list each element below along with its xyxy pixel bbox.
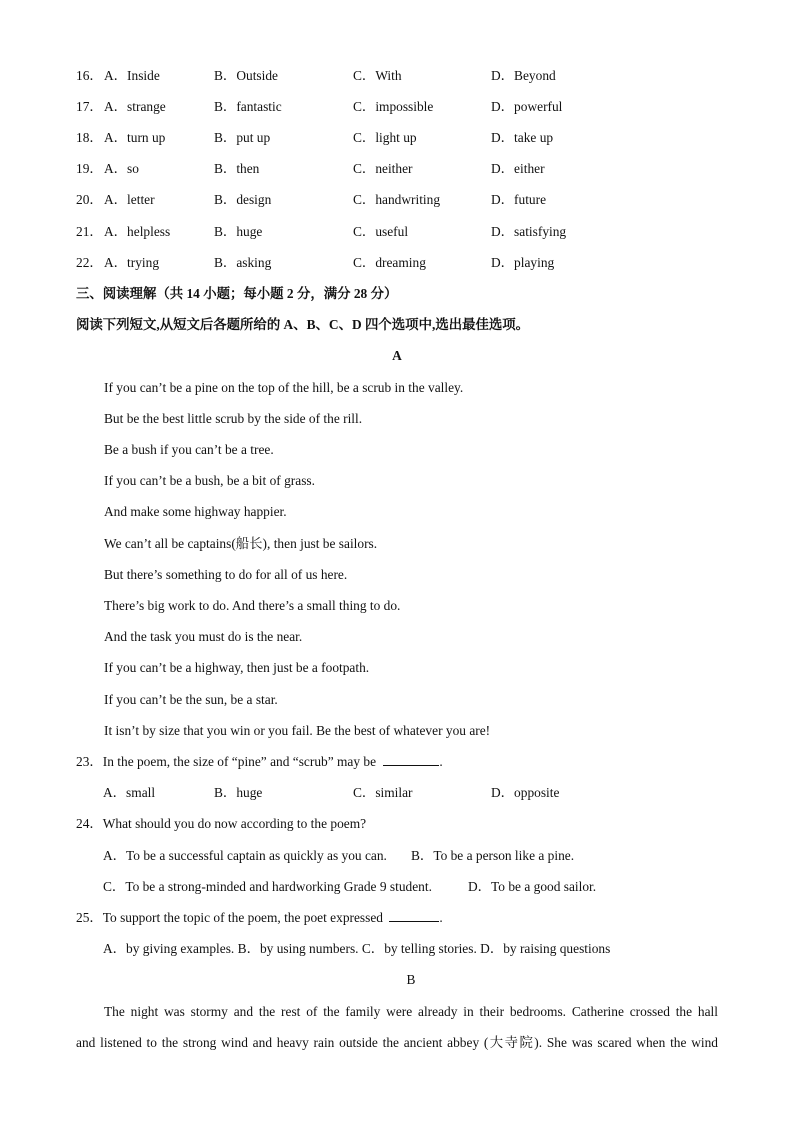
option-a: A．turn up — [104, 130, 166, 145]
question-number: 16． — [76, 68, 103, 83]
option-b: B．fantastic — [214, 99, 282, 114]
answer-blank — [383, 753, 439, 766]
option-b: B．huge — [214, 785, 263, 800]
question-stem: 25．To support the topic of the poem, the poet expressed — [76, 910, 383, 925]
option-a: A．Inside — [104, 68, 160, 83]
question-end: . — [439, 910, 443, 925]
question-number: 19． — [76, 161, 103, 176]
option-c: C．useful — [353, 224, 409, 239]
option-d: D．Beyond — [491, 68, 556, 83]
option-c: C．impossible — [353, 99, 434, 114]
option-b: B．Outside — [214, 68, 278, 83]
poem-line: But be the best little scrub by the side of the rill. — [104, 411, 363, 426]
passage-b-line: The night was stormy and the rest of the family were already in their bedrooms. Catherine crossed the hall — [104, 1004, 718, 1019]
option-b: B．then — [214, 161, 260, 176]
option-c: C．handwriting — [353, 192, 441, 207]
poem-line: And make some highway happier. — [104, 504, 287, 519]
option-d: D．To be a good sailor. — [468, 879, 597, 894]
poem-line: If you can’t be the sun, be a star. — [104, 692, 278, 707]
option-b: B．huge — [214, 224, 263, 239]
option-c: C．To be a strong-minded and hardworking Grade 9 student. — [103, 879, 432, 894]
option-d: D．opposite — [491, 785, 560, 800]
option-d: D．playing — [491, 255, 555, 270]
option-a: A．trying — [104, 255, 160, 270]
answer-blank — [389, 909, 439, 922]
option-a: A．small — [103, 785, 156, 800]
option-a: A．helpless — [104, 224, 171, 239]
passage-b-line: and listened to the strong wind and heavy rain outside the ancient abbey (大寺院). She was scared when the wind — [76, 1035, 718, 1050]
question-end: . — [439, 754, 443, 769]
option-c: C．With — [353, 68, 402, 83]
passage-b-label: B — [406, 972, 416, 987]
option-a: A．so — [104, 161, 139, 176]
poem-line: It isn’t by size that you win or you fail. Be the best of whatever you are! — [104, 723, 491, 738]
poem-line: If you can’t be a bush, be a bit of grass. — [104, 473, 315, 488]
question-23 — [76, 752, 443, 772]
poem-line: If you can’t be a highway, then just be a footpath. — [104, 660, 370, 675]
option-d: D．future — [491, 192, 547, 207]
option-b: B．put up — [214, 130, 271, 145]
option-d: D．powerful — [491, 99, 563, 114]
option-c: C．dreaming — [353, 255, 426, 270]
option-b: B．asking — [214, 255, 272, 270]
question-24: 24．What should you do now according to the poem? — [76, 816, 367, 831]
poem-line: But there’s something to do for all of us here. — [104, 567, 348, 582]
poem-line: Be a bush if you can’t be a tree. — [104, 442, 274, 457]
option-b: B．design — [214, 192, 272, 207]
poem-line: And the task you must do is the near. — [104, 629, 303, 644]
question-stem: 23．In the poem, the size of “pine” and “scrub” may be — [76, 754, 377, 769]
question-25 — [76, 908, 443, 928]
option-a: A．To be a successful captain as quickly as you can. — [103, 848, 387, 863]
question-number: 20． — [76, 192, 103, 207]
option-a: A．letter — [104, 192, 155, 207]
option-d: D．either — [491, 161, 545, 176]
poem-line: There’s big work to do. And there’s a small thing to do. — [104, 598, 401, 613]
passage-a-label: A — [392, 348, 402, 363]
poem-line: We can’t all be captains(船长), then just be sailors. — [104, 536, 378, 551]
question-number: 21． — [76, 224, 103, 239]
option-c: C．similar — [353, 785, 413, 800]
question-number: 17． — [76, 99, 103, 114]
option-d: D．satisfying — [491, 224, 567, 239]
option-a: A．strange — [104, 99, 166, 114]
poem-line: If you can’t be a pine on the top of the hill, be a scrub in the valley. — [104, 380, 464, 395]
section-instruction: 阅读下列短文,从短文后各题所给的 A、B、C、D 四个选项中,选出最佳选项。 — [76, 317, 530, 332]
section-title: 三、阅读理解（共 14 小题；每小题 2 分，满分 28 分） — [76, 286, 398, 301]
option-c: C．light up — [353, 130, 417, 145]
question-number: 18． — [76, 130, 103, 145]
question-25-options: A．by giving examples. B．by using numbers. C．by telling stories. D．by raising questions — [103, 941, 611, 956]
option-d: D．take up — [491, 130, 554, 145]
option-b: B．To be a person like a pine. — [411, 848, 575, 863]
question-number: 22． — [76, 255, 103, 270]
option-c: C．neither — [353, 161, 413, 176]
